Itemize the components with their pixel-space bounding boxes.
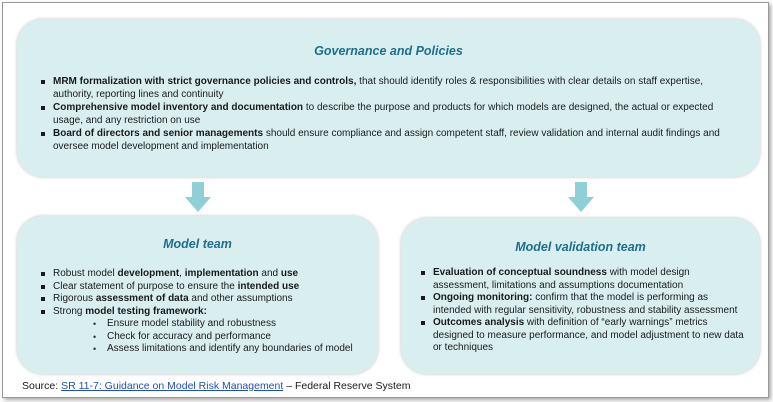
model-team-panel [17,216,378,374]
down-arrow-icon [185,182,211,212]
text-part: , [179,268,185,279]
text-part: Strong [53,305,86,317]
text-bold: development [117,268,180,279]
validation-item-text: with model design assessment, limitations and assumptions documentation [433,267,690,291]
text-part: and [258,268,281,279]
validation-item-bold: Outcomes analysis [433,317,525,328]
text-part: and other assumptions [188,293,293,304]
validation-item [419,292,748,317]
validation-team-title: Model validation team [515,240,646,254]
source-prefix: Source: [22,380,62,392]
text-part: Robust model [53,268,118,279]
validation-item [419,317,748,355]
source-citation [22,380,411,392]
text-bold: model testing framework: [85,305,207,317]
text-bold: use [280,268,299,279]
governance-item-text: to describe the purpose and products for which models are designed, the actual or expected usage, and any restriction on use [53,102,714,126]
model-team-subitem: • Assess limitations and identify any boundaries of model [39,343,368,356]
model-team-list [39,268,368,356]
text-bold: implementation [184,268,259,279]
model-team-title: Model team [163,237,232,251]
down-arrow-icon [568,182,594,212]
validation-item-text: confirm that the model is performing as intended with regular sensitivity, robustness and stability assessment [433,292,738,316]
validation-item-bold: Evaluation of conceptual soundness [433,267,607,278]
governance-title: Governance and Policies [314,44,463,58]
governance-item-text: that should identify roles & responsibilities with clear details on staff expertise, authority, reporting lines and continuity [53,76,704,100]
governance-item-text: should ensure compliance and assign competent staff, review validation and internal audit findings and oversee model development and implementation [53,128,720,152]
source-suffix: – Federal Reserve System [283,380,411,392]
validation-team-list [419,267,748,355]
validation-item [419,267,748,292]
governance-item-bold: Board of directors and senior managements [53,128,264,139]
validation-item-bold: Ongoing monitoring: [433,292,533,303]
governance-item [39,76,744,101]
slide-frame [2,2,769,398]
governance-panel [17,19,760,177]
model-team-item [39,293,368,306]
governance-item-bold: MRM formalization with strict governance policies and controls, [53,76,357,87]
governance-list [39,76,744,154]
source-link[interactable]: SR 11-7: Guidance on Model Risk Management [61,380,284,392]
model-team-item [39,281,368,294]
governance-item-bold: Comprehensive model inventory and documentation [53,102,304,113]
governance-item [39,102,744,127]
validation-item-text: with definition of “early warnings” metrics designed to measure performance, and model adjustment to new data or techniques [433,317,744,353]
governance-item [39,128,744,153]
model-team-item [39,306,368,319]
model-team-subitem: • Check for accuracy and performance [39,331,368,344]
model-team-subitem: • Ensure model stability and robustness [39,318,368,331]
model-team-item [39,268,368,281]
validation-team-panel [401,218,760,374]
text-bold: assessment of data [95,293,189,304]
text-bold: intended use [237,280,300,292]
text-part: Clear statement of purpose to ensure the [53,280,238,292]
text-part: Rigorous [53,293,96,304]
